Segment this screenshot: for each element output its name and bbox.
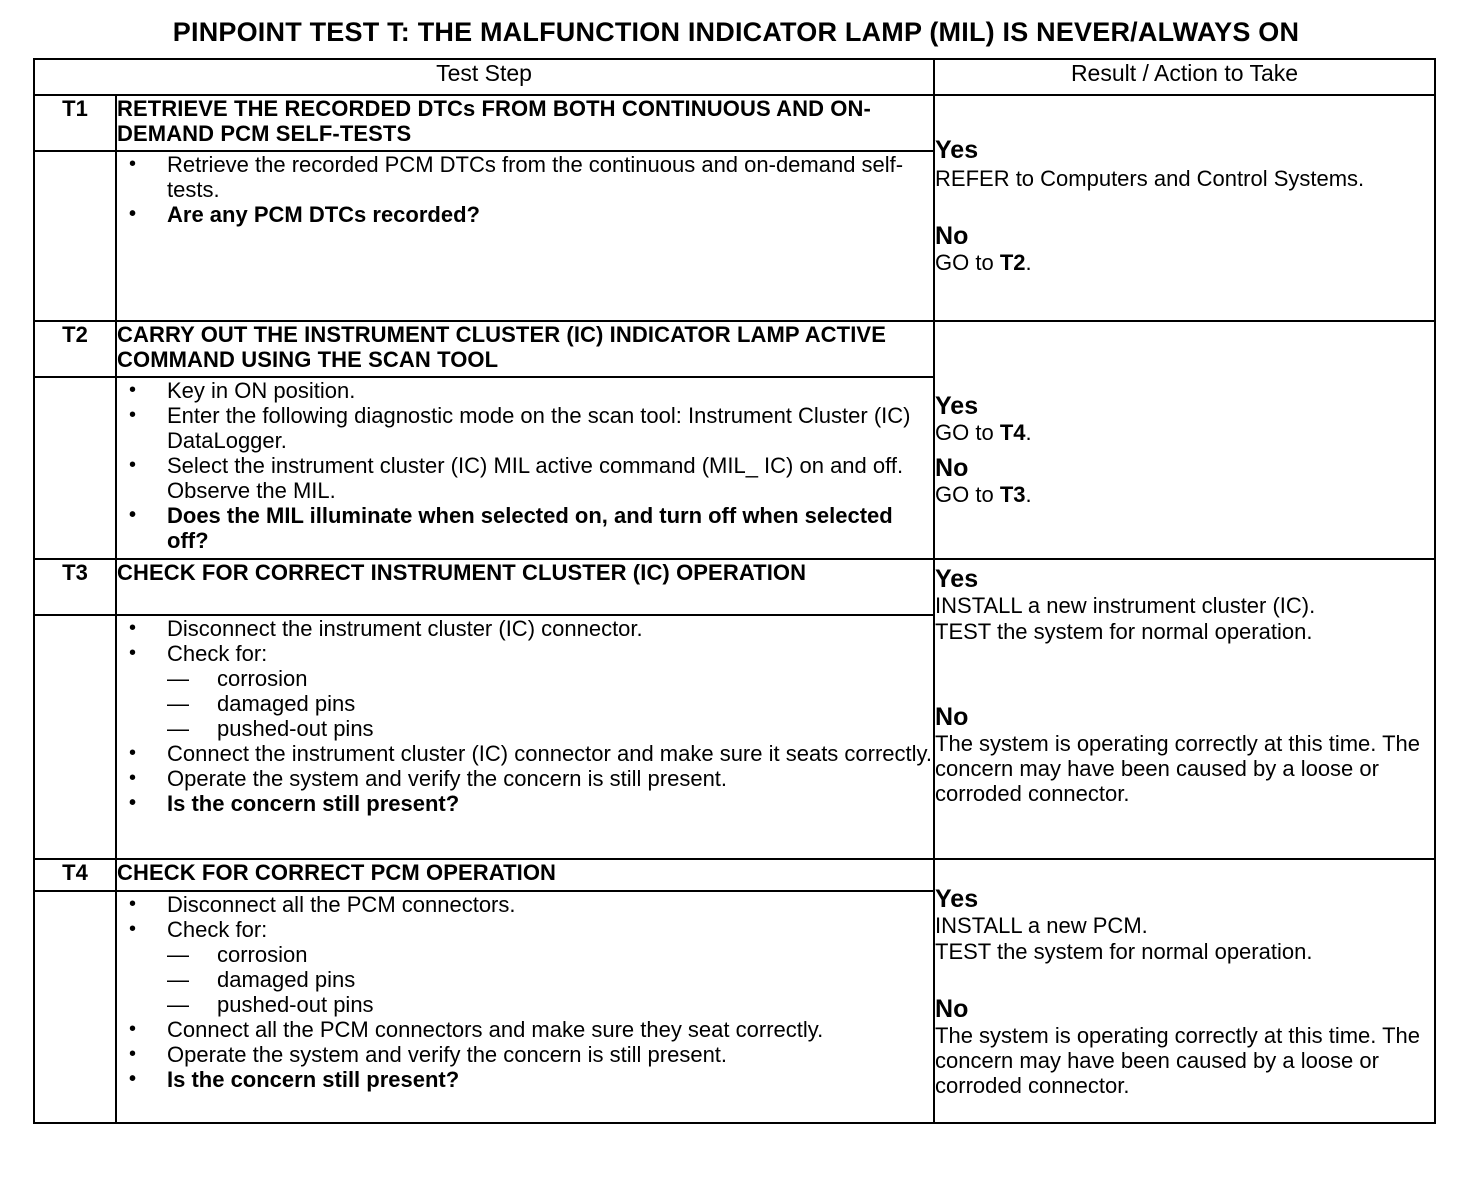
yes-action-test: TEST the system for normal operation. — [935, 939, 1313, 964]
step-heading: RETRIEVE THE RECORDED DTCs FROM BOTH CONTINUOUS AND ON-DEMAND PCM SELF-TESTS — [116, 95, 934, 151]
yes-action: REFER to Computers and Control Systems. — [935, 166, 1365, 191]
no-action: GO to T3. — [935, 482, 1032, 507]
step-t3-heading-row — [34, 559, 1435, 615]
question-item: • Is the concern still present? — [117, 1067, 933, 1092]
instruction-item: • Check for: — corrosion — damaged pins — pushed-out pins — [117, 641, 933, 741]
step-t2-heading-row — [34, 321, 1435, 377]
no-label: No — [935, 703, 969, 731]
step-t1-result — [934, 95, 1435, 321]
result-header: Result / Action to Take — [934, 59, 1435, 95]
step-t3-result — [934, 559, 1435, 859]
instruction-item: • Disconnect all the PCM connectors. — [117, 892, 933, 917]
instruction-item: • Key in ON position. — [117, 378, 933, 403]
step-instructions — [116, 891, 934, 1123]
step-instructions — [116, 151, 934, 321]
yes-label: Yes — [935, 136, 979, 164]
step-heading: CARRY OUT THE INSTRUMENT CLUSTER (IC) INDICATOR LAMP ACTIVE COMMAND USING THE SCAN TOOL — [116, 321, 934, 377]
yes-action: INSTALL a new PCM. — [935, 913, 1148, 938]
step-t4-result — [934, 859, 1435, 1123]
no-action: GO to T2. — [935, 250, 1032, 275]
step-id: T1 — [34, 95, 116, 151]
no-label: No — [935, 454, 969, 482]
check-item: — pushed-out pins — [117, 992, 933, 1017]
step-id: T3 — [34, 559, 116, 615]
instruction-item: • Retrieve the recorded PCM DTCs from the continuous and on-demand self-tests. — [117, 152, 933, 202]
check-item: — corrosion — [117, 942, 933, 967]
instruction-item: • Operate the system and verify the concern is still present. — [117, 766, 933, 791]
check-item: — corrosion — [117, 666, 933, 691]
yes-action-test: TEST the system for normal operation. — [935, 619, 1313, 644]
check-list — [167, 942, 933, 1017]
instruction-item: • Operate the system and verify the concern is still present. — [117, 1042, 933, 1067]
yes-label: Yes — [935, 885, 979, 913]
step-t1-heading-row — [34, 95, 1435, 151]
instruction-item: • Connect all the PCM connectors and make sure they seat correctly. — [117, 1017, 933, 1042]
step-heading: CHECK FOR CORRECT PCM OPERATION — [116, 859, 934, 891]
question-item: • Is the concern still present? — [117, 791, 933, 816]
step-instructions — [116, 377, 934, 559]
test-step-header: Test Step — [34, 59, 934, 95]
instruction-item: • Enter the following diagnostic mode on the scan tool: Instrument Cluster (IC) DataLogger. — [117, 403, 933, 453]
step-ref-link: T2 — [999, 250, 1026, 275]
yes-label: Yes — [935, 565, 979, 593]
step-t4-heading-row — [34, 859, 1435, 891]
yes-action: INSTALL a new instrument cluster (IC). — [935, 593, 1316, 618]
check-item: — damaged pins — [117, 691, 933, 716]
step-ref-link: T3 — [999, 482, 1026, 507]
step-instructions — [116, 615, 934, 859]
check-list — [167, 666, 933, 741]
step-t2-result — [934, 321, 1435, 559]
no-label: No — [935, 222, 969, 250]
no-label: No — [935, 995, 969, 1023]
no-action: The system is operating correctly at this time. The concern may have been caused by a loose or corroded connector. — [935, 731, 1421, 806]
instruction-item: • Disconnect the instrument cluster (IC) connector. — [117, 616, 933, 641]
page-title: PINPOINT TEST T: THE MALFUNCTION INDICATOR LAMP (MIL) IS NEVER/ALWAYS ON — [172, 17, 1300, 47]
step-id: T2 — [34, 321, 116, 377]
pinpoint-test-table — [33, 58, 1436, 1124]
step-heading: CHECK FOR CORRECT INSTRUMENT CLUSTER (IC) OPERATION — [116, 559, 934, 615]
check-item: — pushed-out pins — [117, 716, 933, 741]
check-item: — damaged pins — [117, 967, 933, 992]
yes-label: Yes — [935, 392, 979, 420]
yes-action: GO to T4. — [935, 420, 1032, 445]
no-action: The system is operating correctly at this time. The concern may have been caused by a loose or corroded connector. — [935, 1023, 1421, 1098]
step-id: T4 — [34, 859, 116, 891]
instruction-item: • Check for: — corrosion — damaged pins — pushed-out pins — [117, 917, 933, 1017]
instruction-item: • Select the instrument cluster (IC) MIL active command (MIL_ IC) on and off. Observe the MIL. — [117, 453, 933, 503]
header-row — [34, 59, 1435, 95]
instruction-item: • Connect the instrument cluster (IC) connector and make sure it seats correctly. — [117, 741, 933, 766]
question-item: • Does the MIL illuminate when selected on, and turn off when selected off? — [117, 503, 933, 553]
question-item: • Are any PCM DTCs recorded? — [117, 202, 933, 227]
step-ref-link: T4 — [999, 420, 1026, 445]
